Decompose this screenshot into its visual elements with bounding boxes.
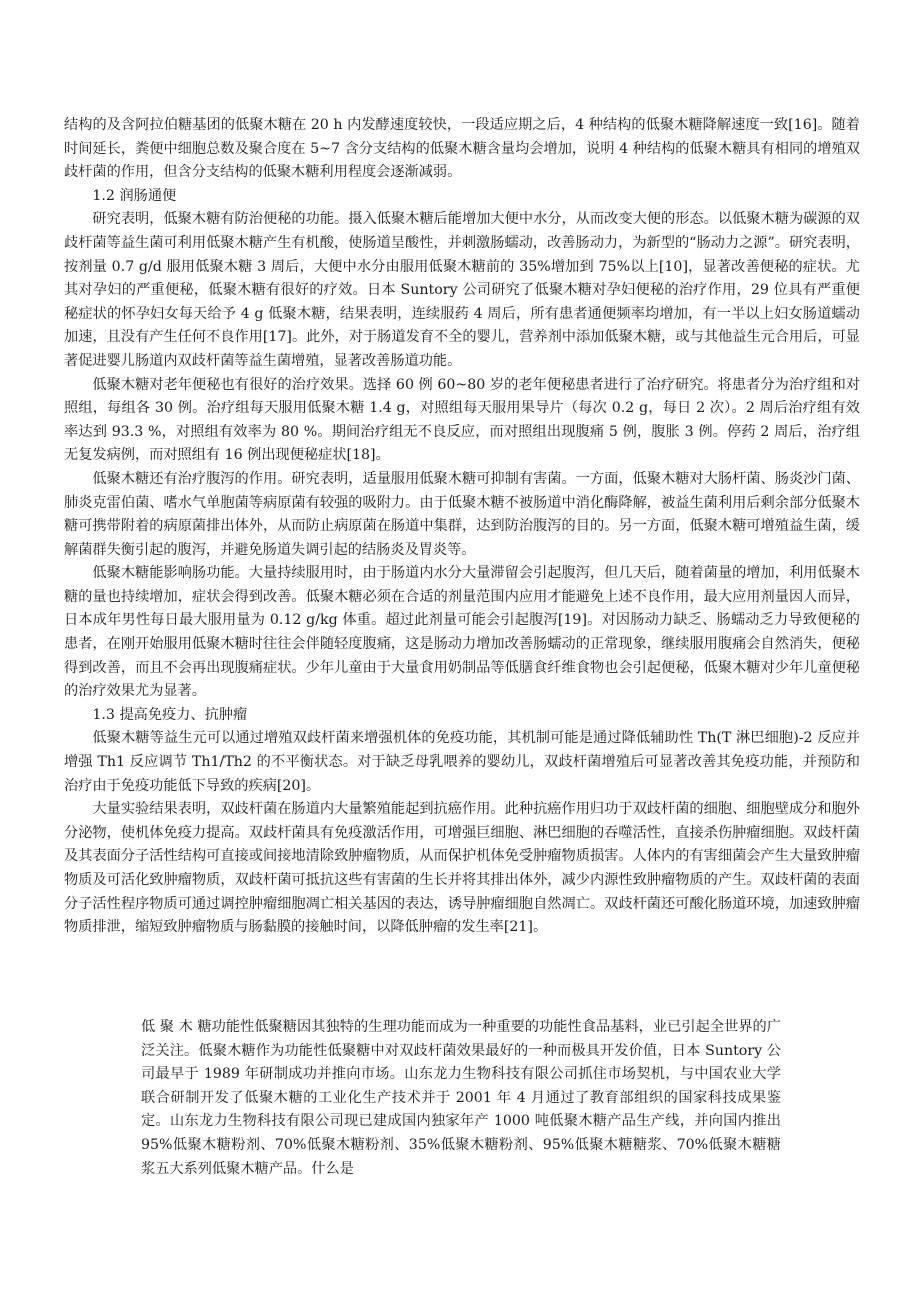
inset-text: 低 聚 木 糖功能性低聚糖因其独特的生理功能而成为一种重要的功能性食品基料，业已引起全世界的广泛关注。低聚木糖作为功能性低聚糖中对双歧杆菌效果最好的一种而极具开发价值，日本 Suntory 公司最早于 1989 年研制成功并推向市场。山东龙力生物科技有限公司抓住市场契机，与中国农业大学联合研制开发了低聚木糖的工业化生产技术并于 2001 年 4 月通过了教育部组织的国家科技成果鉴定。山东龙力生物科技有限公司现已建成国内独家年产 1000 吨低聚木糖产品生产线，并向国内推出 95%低聚木糖粉剂、70%低聚木糖粉剂、35%低聚木糖粉剂、95%低聚木糖糖浆、70%低聚木糖糖浆五大系列低聚木糖产品。什么是 (141, 1019, 781, 1177)
inset-product-paragraph (141, 1016, 781, 1181)
paragraph-fermentation: 结构的及含阿拉伯糖基团的低聚木糖在 20 h 内发酵速度较快，一段适应期之后，4 种结构的低聚木糖降解速度一致[16]。随着时间延长，粪便中细胞总数及聚合度在 5~7 含分支结构的低聚木糖含量均会增加，说明 4 种结构的低聚木糖具有相同的增殖双歧杆菌的作用，但含分支结构的低聚木糖利用程度会逐渐减弱。 (64, 117, 860, 181)
paragraph-constipation: 研究表明，低聚木糖有防治便秘的功能。摄入低聚木糖后能增加大便中水分，从而改变大便的形态。以低聚木糖为碳源的双歧杆菌等益生菌可利用低聚木糖产生有机酸，使肠道呈酸性，并刺激肠蠕动，改善肠动力，为新型的“肠动力之源”。研究表明，按剂量 0.7 g/d 服用低聚木糖 3 周后，大便中水分由服用低聚木糖前的 35%增加到 75%以上[10]，显著改善便秘的症状。尤其对孕妇的严重便秘，低聚木糖有很好的疗效。日本 Suntory 公司研究了低聚木糖对孕妇便秘的治疗作用，29 位具有严重便秘症状的怀孕妇女每天给予 4 g 低聚木糖，结果表明，连续服药 4 周后，所有患者通便频率均增加，有一半以上妇女肠道蠕动加速，且没有产生任何不良作用[17]。此外，对于肠道发育不全的婴儿，营养剂中添加低聚木糖，或与其他益生元合用后，可显著促进婴儿肠道内双歧杆菌等益生菌增殖，显著改善肠道功能。 (64, 211, 860, 369)
section-heading-immunity: 1.3 提高免疫力、抗肿瘤 (92, 706, 248, 723)
paragraph-diarrhea: 低聚木糖还有治疗腹泻的作用。研究表明，适量服用低聚木糖可抑制有害菌。一方面，低聚木糖对大肠杆菌、肠炎沙门菌、肺炎克雷伯菌、嗜水气单胞菌等病原菌有较强的吸附力。由于低聚木糖不被肠道中消化酶降解，被益生菌利用后剩余部分低聚木糖可携带附着的病原菌排出体外，从而防止病原菌在肠道中集群，达到防治腹泻的目的。另一方面，低聚木糖可增殖益生菌，缓解菌群失衡引起的腹泻，并避免肠道失调引起的结肠炎及胃炎等。 (64, 470, 860, 558)
paragraph-immunity: 低聚木糖等益生元可以通过增殖双歧杆菌来增强机体的免疫功能，其机制可能是通过降低辅助性 Th(T 淋巴细胞)-2 反应并增强 Th1 反应调节 Th1/Th2 的不平衡状态。对于缺乏母乳喂养的婴幼儿，双歧杆菌增殖后可显著改善其免疫功能，并预防和治疗由于免疫功能低下导致的疾病[20]。 (64, 730, 860, 794)
section-heading-laxative: 1.2 润肠通便 (92, 187, 177, 204)
article-body (64, 114, 860, 940)
paragraph-intestinal-function: 低聚木糖能影响肠功能。大量持续服用时，由于肠道内水分大量滞留会引起腹泻，但几天后，随着菌量的增加，利用低聚木糖的量也持续增加，症状会得到改善。低聚木糖必须在合适的剂量范围内应用才能避免上述不良作用，最大应用剂量因人而异，日本成年男性每日最大服用量为 0.12 g/kg 体重。超过此剂量可能会引起腹泻[19]。对因肠动力缺乏、肠蠕动乏力导致便秘的患者，在刚开始服用低聚木糖时往往会伴随轻度腹痛，这是肠动力增加改善肠蠕动的正常现象，继续服用腹痛会自然消失，便秘得到改善，而且不会再出现腹痛症状。少年儿童由于大量食用奶制品等低膳食纤维食物也会引起便秘，低聚木糖对少年儿童便秘的治疗效果尤为显著。 (64, 565, 860, 700)
paragraph-elderly-constipation: 低聚木糖对老年便秘也有很好的治疗效果。选择 60 例 60~80 岁的老年便秘患者进行了治疗研究。将患者分为治疗组和对照组，每组各 30 例。治疗组每天服用低聚木糖 1.4 g，对照组每天服用果导片（每次 0.2 g，每日 2 次）。2 周后治疗组有效率达到 93.3 %，对照组有效率为 80 %。期间治疗组无不良反应，而对照组出现腹痛 5 例，腹胀 3 例。停药 2 周后，治疗组无复发病例，而对照组有 16 例出现便秘症状[18]。 (64, 376, 860, 464)
paragraph-anticancer: 大量实验结果表明，双歧杆菌在肠道内大量繁殖能起到抗癌作用。此种抗癌作用归功于双歧杆菌的细胞、细胞壁成分和胞外分泌物，使机体免疫力提高。双歧杆菌具有免疫激活作用，可增强巨细胞、淋巴细胞的吞噬活性，直接杀伤肿瘤细胞。双歧杆菌及其表面分子活性结构可直接或间接地清除致肿瘤物质，从而保护机体免受肿瘤物质损害。人体内的有害细菌会产生大量致肿瘤物质及可活化致肿瘤物质，双歧杆菌可抵抗这些有害菌的生长并将其排出体外，减少内源性致肿瘤物质的产生。双歧杆菌的表面分子活性程序物质可通过调控肿瘤细胞凋亡相关基因的表达，诱导肿瘤细胞自然凋亡。双歧杆菌还可酸化肠道环境，加速致肿瘤物质排泄，缩短致肿瘤物质与肠黏膜的接触时间，以降低肿瘤的发生率[21]。 (64, 801, 860, 936)
